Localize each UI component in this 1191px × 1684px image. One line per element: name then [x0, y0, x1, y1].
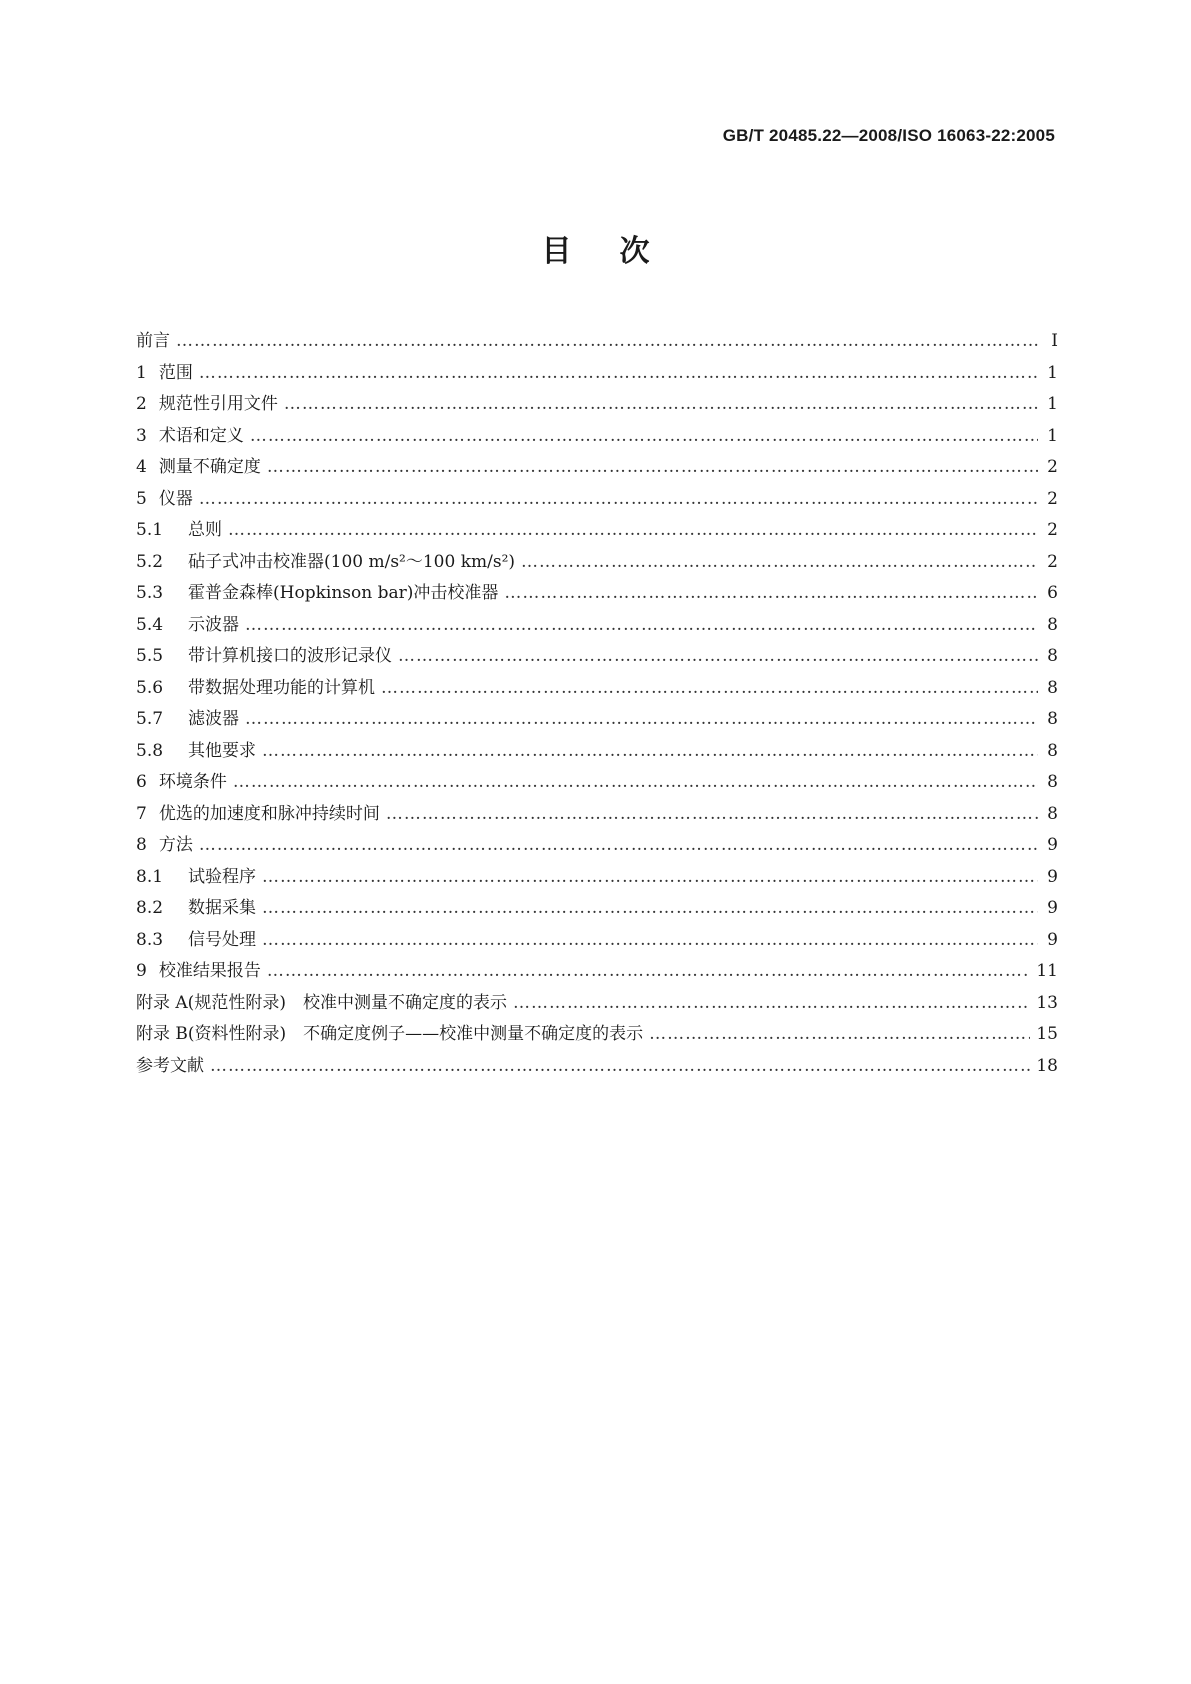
toc-entry-page: 8 [1047, 740, 1058, 761]
toc-entry-page: 2 [1047, 488, 1058, 509]
toc-entry-number: 8 [136, 835, 147, 855]
toc-dot-leader [649, 1024, 1030, 1044]
toc-entry-label: 校准结果报告 [158, 961, 261, 981]
toc-entry[interactable] [136, 578, 1058, 610]
toc-entry[interactable] [136, 1051, 1058, 1083]
toc-dot-leader [267, 457, 1038, 477]
toc-dot-leader [176, 331, 1038, 351]
toc-entry-label: 测量不确定度 [158, 457, 261, 477]
toc-entry-page: 11 [1036, 961, 1058, 981]
toc-dot-leader [199, 489, 1038, 509]
toc-entry-page: 8 [1047, 646, 1058, 666]
toc-entry-number: 8.3 [136, 929, 164, 950]
toc-entry-label: 滤波器 [188, 709, 239, 729]
toc-entry-page: 13 [1036, 992, 1058, 1013]
toc-entry-label: 参考文献 [136, 1055, 204, 1076]
toc-entry-page: 6 [1047, 583, 1058, 603]
toc-entry-page: 8 [1047, 772, 1058, 792]
toc-dot-leader [262, 898, 1038, 918]
toc-entry-label: 术语和定义 [158, 425, 244, 446]
toc-entry-number: 8.1 [136, 866, 164, 887]
toc-entry-number: 5.1 [136, 520, 164, 540]
toc-dot-leader [210, 1056, 1030, 1076]
toc-entry[interactable] [136, 515, 1058, 547]
toc-entry[interactable] [136, 389, 1058, 421]
toc-entry[interactable] [136, 830, 1058, 862]
toc-entry-number: 8.2 [136, 898, 164, 918]
toc-entry[interactable] [136, 421, 1058, 453]
toc-dot-leader [284, 394, 1038, 414]
toc-entry[interactable] [136, 452, 1058, 484]
toc-entry-label: 信号处理 [188, 929, 256, 950]
toc-entry-label: 优选的加速度和脉冲持续时间 [158, 803, 380, 824]
toc-entry-label: 其他要求 [188, 740, 256, 761]
toc-entry[interactable] [136, 673, 1058, 705]
toc-entry-label: 附录 B(资料性附录) 不确定度例子——校准中测量不确定度的表示 [136, 1024, 644, 1044]
toc-entry[interactable] [136, 767, 1058, 799]
toc-entry-label: 前言 [136, 331, 170, 351]
toc-dot-leader [245, 615, 1038, 635]
toc-entry-number: 5.2 [136, 551, 164, 572]
toc-entry-number: 5 [136, 488, 147, 509]
toc-entry-number: 5.6 [136, 677, 164, 698]
toc-entry-page: 8 [1047, 709, 1058, 729]
toc-dot-leader [199, 363, 1038, 383]
toc-dot-leader [262, 741, 1038, 761]
page-title: 目次 [541, 234, 698, 269]
toc-entry-label: 方法 [158, 835, 193, 855]
toc-entry[interactable] [136, 862, 1058, 894]
toc-entry-label: 霍普金森棒(Hopkinson bar)冲击校准器 [188, 583, 499, 603]
toc-entry-number: 5.3 [136, 583, 164, 603]
toc-entry-label: 带计算机接口的波形记录仪 [188, 646, 392, 666]
toc-entry-page: 2 [1047, 457, 1058, 477]
toc-dot-leader [250, 426, 1038, 446]
toc-dot-leader [267, 961, 1031, 981]
toc-entry-label: 总则 [188, 520, 222, 540]
toc-dot-leader [386, 804, 1038, 824]
toc-entry-number: 6 [136, 772, 147, 792]
toc-entry-number: 9 [136, 961, 147, 981]
toc-entry-page: 8 [1047, 614, 1058, 635]
toc-entry[interactable] [136, 925, 1058, 957]
toc-dot-leader [245, 709, 1038, 729]
toc-dot-leader [504, 583, 1038, 603]
toc-dot-leader [233, 772, 1038, 792]
toc-entry[interactable] [136, 956, 1058, 988]
toc-entry-page: 15 [1036, 1024, 1058, 1044]
toc-entry[interactable] [136, 610, 1058, 642]
toc-entry-page: 8 [1047, 677, 1058, 698]
toc-dot-leader [381, 678, 1038, 698]
toc-entry-label: 带数据处理功能的计算机 [188, 677, 375, 698]
toc-dot-leader [398, 646, 1038, 666]
toc-entry-label: 数据采集 [188, 898, 256, 918]
toc-dot-leader [262, 930, 1038, 950]
toc-entry-page: 2 [1047, 551, 1058, 572]
toc-entry-number: 5.7 [136, 709, 164, 729]
toc-entry[interactable] [136, 358, 1058, 390]
toc-dot-leader [521, 552, 1038, 572]
toc-entry[interactable] [136, 484, 1058, 516]
toc-entry-number: 1 [136, 362, 147, 383]
toc-entry-number: 7 [136, 803, 147, 824]
toc-entry-page: 9 [1047, 929, 1058, 950]
toc-dot-leader [262, 867, 1038, 887]
toc-entry[interactable] [136, 988, 1058, 1020]
toc-entry-page: 2 [1047, 520, 1058, 540]
toc-entry-page: 9 [1047, 866, 1058, 887]
toc-entry-label: 附录 A(规范性附录) 校准中测量不确定度的表示 [136, 992, 507, 1013]
toc-entry-number: 4 [136, 457, 147, 477]
toc-entry-page: 1 [1047, 425, 1058, 446]
toc-dot-leader [513, 993, 1030, 1013]
toc-entry-label: 试验程序 [188, 866, 256, 887]
toc-dot-leader [199, 835, 1038, 855]
toc-entry[interactable] [136, 641, 1058, 673]
toc-entry-number: 5.4 [136, 614, 164, 635]
toc-entry-label: 规范性引用文件 [158, 394, 278, 414]
toc-entry-number: 5.5 [136, 646, 164, 666]
toc-dot-leader [228, 520, 1038, 540]
toc-entry[interactable] [136, 326, 1058, 358]
toc-entry[interactable] [136, 799, 1058, 831]
toc-entry-label: 砧子式冲击校准器(100 m/s²～100 km/s²) [188, 551, 516, 572]
toc-entry-label: 示波器 [188, 614, 239, 635]
toc-entry-page: 1 [1047, 362, 1058, 383]
toc-entry-label: 范围 [158, 362, 193, 383]
toc-entry-page: 9 [1047, 835, 1058, 855]
toc-entry-label: 仪器 [158, 488, 193, 509]
document-code: GB/T 20485.22—2008/ISO 16063-22:2005 [722, 126, 1055, 145]
toc-entry-number: 5.8 [136, 740, 164, 761]
toc-entry[interactable] [136, 1019, 1058, 1051]
toc-entry[interactable] [136, 893, 1058, 925]
toc-entry-page: Ⅰ [1051, 331, 1058, 351]
table-of-contents [136, 326, 1058, 1082]
toc-entry[interactable] [136, 704, 1058, 736]
toc-entry-page: 8 [1047, 803, 1058, 824]
toc-entry[interactable] [136, 736, 1058, 768]
toc-entry[interactable] [136, 547, 1058, 579]
toc-entry-number: 3 [136, 425, 147, 446]
toc-entry-label: 环境条件 [158, 772, 227, 792]
toc-entry-page: 9 [1047, 898, 1058, 918]
toc-entry-page: 18 [1036, 1055, 1058, 1076]
toc-entry-page: 1 [1047, 394, 1058, 414]
toc-entry-number: 2 [136, 394, 147, 414]
